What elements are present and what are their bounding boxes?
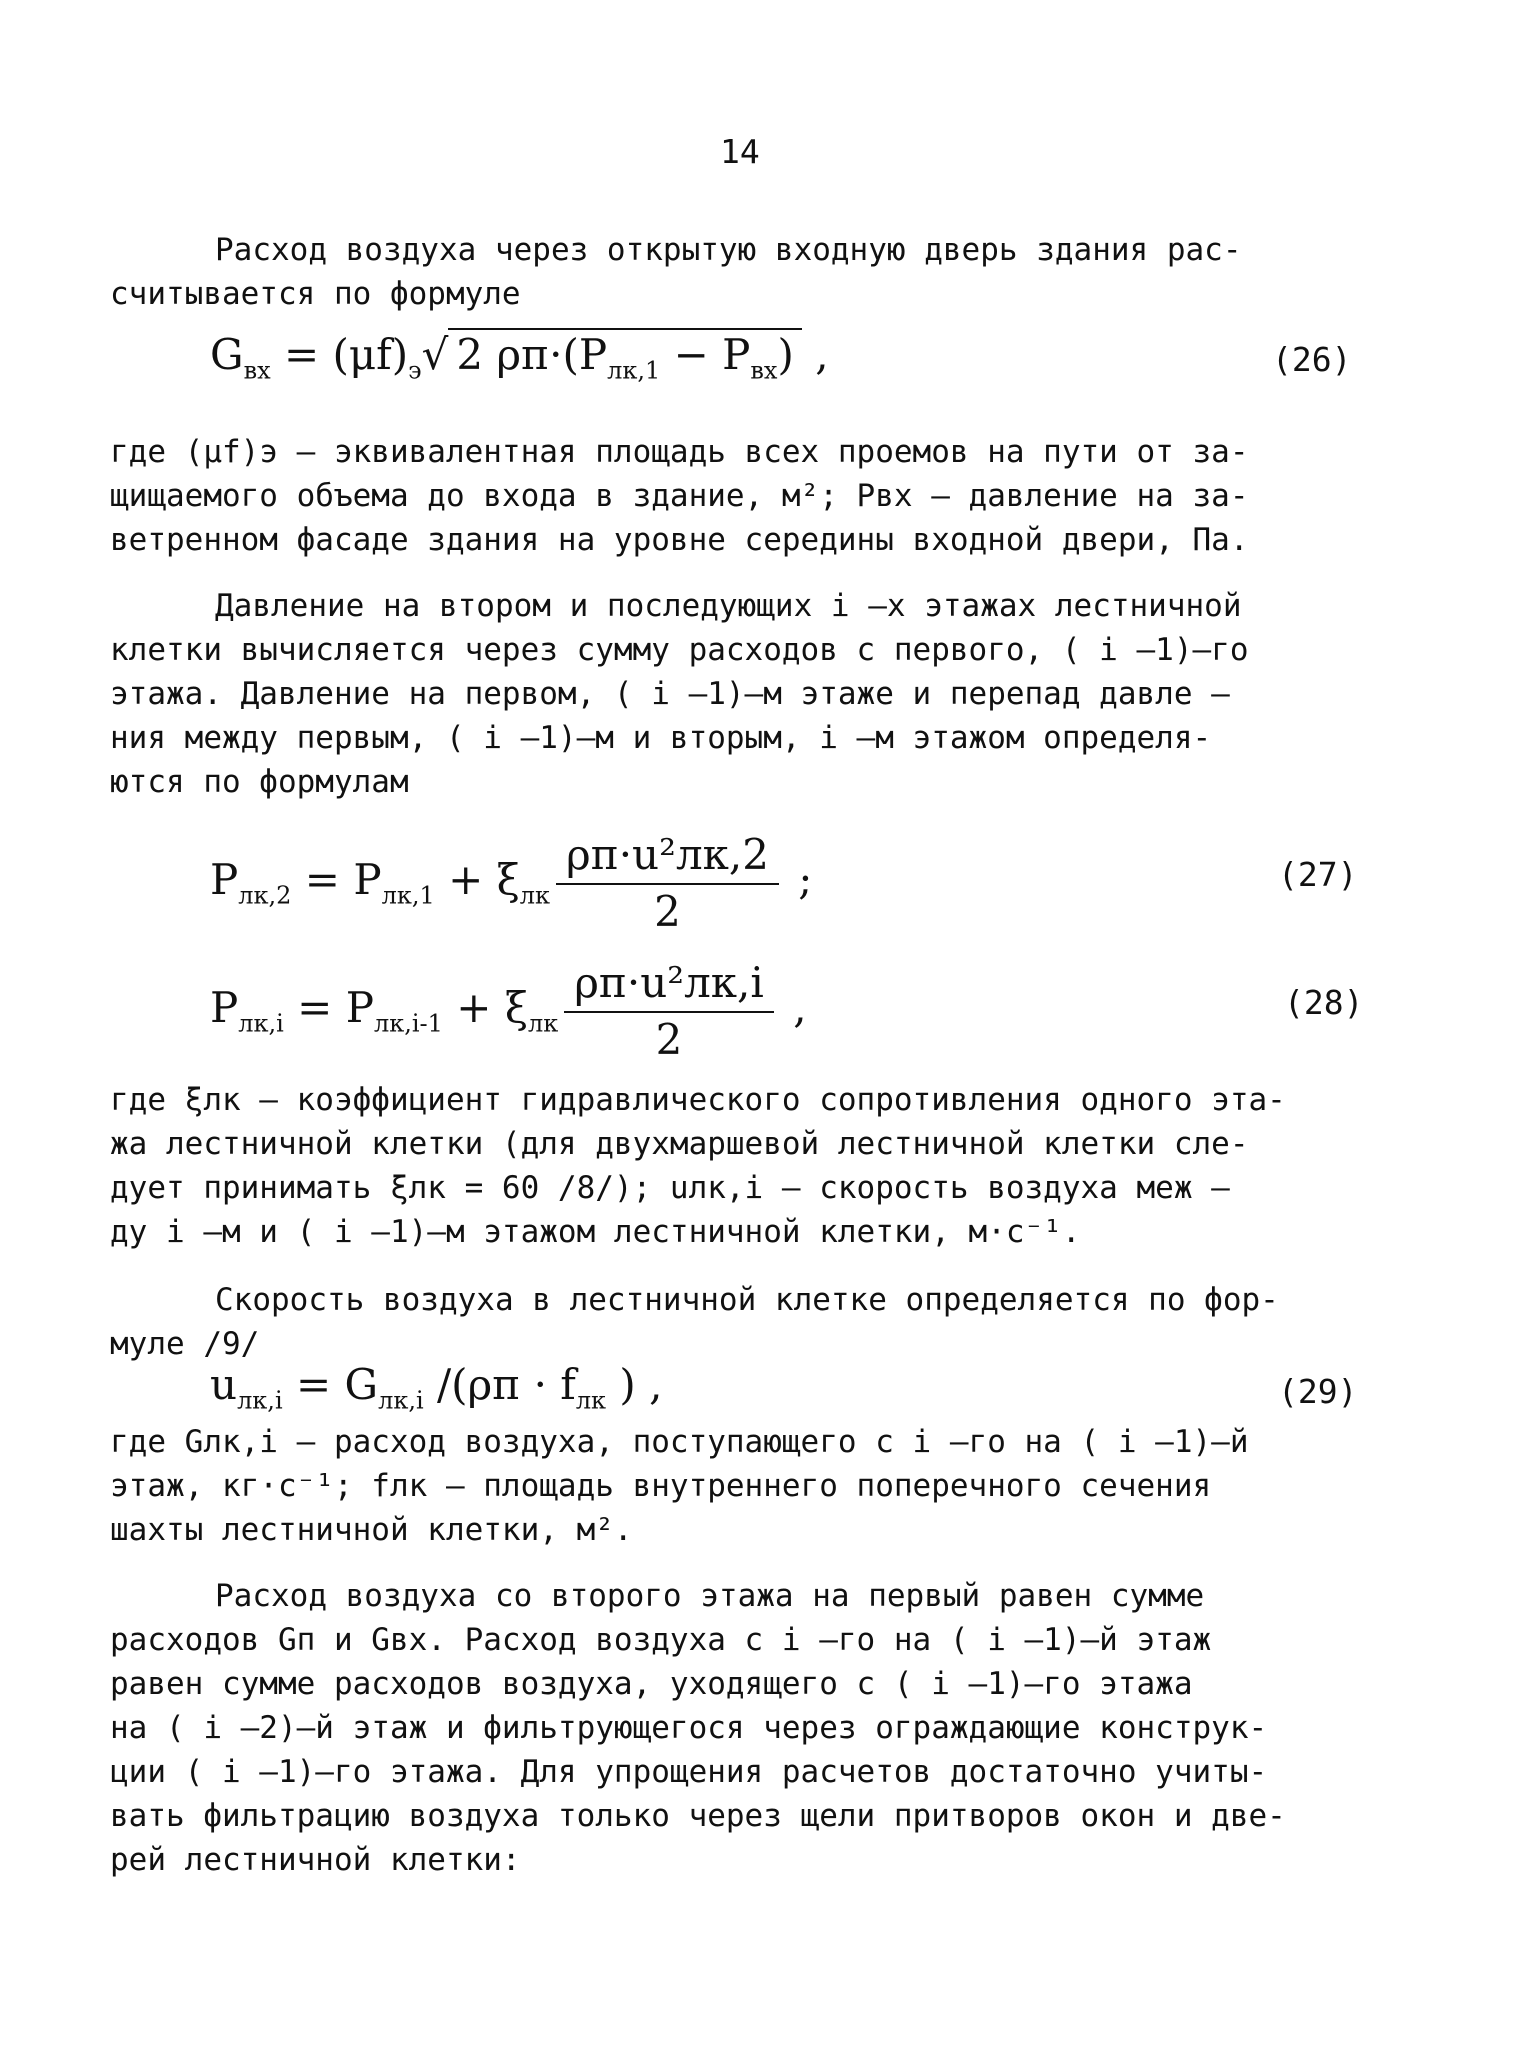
formula-term: /(ρп · f — [423, 1360, 576, 1409]
formula-symbol: P — [210, 855, 239, 904]
equation-number-26: (26) — [1272, 340, 1352, 379]
formula-symbol: G — [210, 330, 244, 379]
fraction — [556, 830, 779, 936]
text-line: где ξлк – коэффициент гидравлического сопротивления одного эта- — [110, 1082, 1286, 1118]
sqrt-body — [448, 328, 802, 385]
formula-subscript: лк,i-1 — [373, 1009, 443, 1038]
text-line: ются по формулам — [110, 764, 409, 800]
formula-subscript: лк,i — [238, 1009, 284, 1038]
text-line: где Gлк,i – расход воздуха, поступающего с i –го на ( i –1)–й — [110, 1424, 1249, 1460]
paragraph-intro-26 — [110, 228, 1440, 316]
text-line: жа лестничной клетки (для двухмаршевой лестничной клетки сле- — [110, 1126, 1249, 1162]
formula-term: = G — [282, 1360, 379, 1409]
formula-term: = P — [291, 855, 382, 904]
equation-number-29: (29) — [1278, 1372, 1358, 1411]
formula-punct: , — [779, 983, 807, 1032]
paragraph-where-26 — [110, 430, 1440, 562]
text-line: клетки вычисляется через сумму расходов с первого, ( i –1)–го — [110, 632, 1249, 668]
paragraph-velocity — [110, 1278, 1440, 1366]
equation-number-28: (28) — [1284, 983, 1364, 1022]
formula-subscript: лк — [575, 1386, 607, 1415]
paragraph-where-29 — [110, 1420, 1440, 1552]
paragraph-pressure-floors — [110, 584, 1440, 804]
formula-term: = P — [283, 983, 374, 1032]
formula-term: = (μf) — [270, 330, 409, 379]
equation-number-27: (27) — [1278, 855, 1358, 894]
text-line: ветренном фасаде здания на уровне середины входной двери, Па. — [110, 522, 1249, 558]
text-line: где (μf)э – эквивалентная площадь всех проемов на пути от за- — [110, 434, 1249, 470]
text-line: щищаемого объема до входа в здание, м²; Pвх – давление на за- — [110, 478, 1249, 514]
formula-punct: ) , — [606, 1360, 663, 1409]
formula-term: + ξ — [434, 855, 520, 904]
formula-punct: , — [801, 330, 829, 379]
formula-term: + ξ — [442, 983, 528, 1032]
page-number: 14 — [720, 132, 760, 171]
formula-28 — [210, 958, 807, 1064]
fraction-denominator: 2 — [654, 887, 681, 936]
text-line: ции ( i –1)–го этажа. Для упрощения расчетов достаточно учиты- — [110, 1754, 1268, 1790]
formula-subscript: лк,1 — [607, 356, 661, 385]
formula-subscript: вх — [243, 356, 271, 385]
text-line: расходов Gп и Gвх. Расход воздуха с i –го на ( i –1)–й этаж — [110, 1622, 1212, 1658]
formula-subscript: лк,i — [378, 1386, 424, 1415]
formula-subscript: вх — [750, 356, 778, 385]
formula-symbol: u — [210, 1360, 238, 1409]
text-line: этаж, кг·с⁻¹; fлк – площадь внутреннего поперечного сечения — [110, 1468, 1212, 1504]
fraction-denominator: 2 — [655, 1015, 683, 1064]
text-line: вать фильтрацию воздуха только через щели притворов окон и две- — [110, 1798, 1286, 1834]
formula-term: ) — [777, 330, 794, 379]
formula-subscript: лк — [519, 881, 551, 910]
paragraph-flow-floors — [110, 1574, 1440, 1882]
text-line: на ( i –2)–й этаж и фильтрующегося через ограждающие конструк- — [110, 1710, 1268, 1746]
text-line: Расход воздуха через открытую входную дверь здания рас- — [215, 232, 1242, 268]
text-line: дует принимать ξлк = 60 /8/); uлк,i – скорость воздуха меж – — [110, 1170, 1230, 1206]
text-line: Расход воздуха со второго этажа на первый равен сумме — [215, 1578, 1205, 1614]
formula-subscript: лк,1 — [381, 881, 435, 910]
text-line: Давление на втором и последующих i –х этажах лестничной — [215, 588, 1242, 624]
text-line: равен сумме расходов воздуха, уходящего с ( i –1)–го этажа — [110, 1666, 1193, 1702]
paragraph-where-27-28 — [110, 1078, 1440, 1254]
text-line: шахты лестничной клетки, м². — [110, 1512, 633, 1548]
text-line: рей лестничной клетки: — [110, 1842, 521, 1878]
formula-term: − P — [660, 330, 751, 379]
formula-term: 2 ρп·(P — [456, 330, 608, 379]
fraction — [564, 958, 774, 1064]
fraction-numerator: ρп·u²лк,i — [564, 958, 774, 1013]
text-line: Скорость воздуха в лестничной клетке определяется по фор- — [215, 1282, 1279, 1318]
formula-subscript: э — [408, 356, 422, 385]
formula-29 — [210, 1360, 663, 1414]
formula-subscript: лк,i — [237, 1386, 283, 1415]
formula-subscript: лк — [527, 1009, 559, 1038]
fraction-numerator: ρп·u²лк,2 — [556, 830, 779, 885]
formula-27 — [210, 830, 812, 936]
text-line: считывается по формуле — [110, 276, 521, 312]
formula-symbol: P — [210, 983, 239, 1032]
text-line: этажа. Давление на первом, ( i –1)–м этаже и перепад давле – — [110, 676, 1230, 712]
formula-26 — [210, 330, 829, 384]
text-line: ния между первым, ( i –1)–м и вторым, i –м этажом определя- — [110, 720, 1212, 756]
text-line: муле /9/ — [110, 1326, 260, 1362]
formula-subscript: лк,2 — [238, 881, 292, 910]
text-line: ду i –м и ( i –1)–м этажом лестничной клетки, м·с⁻¹. — [110, 1214, 1081, 1250]
formula-punct: ; — [784, 855, 813, 904]
sqrt-sign: √ — [421, 330, 449, 379]
